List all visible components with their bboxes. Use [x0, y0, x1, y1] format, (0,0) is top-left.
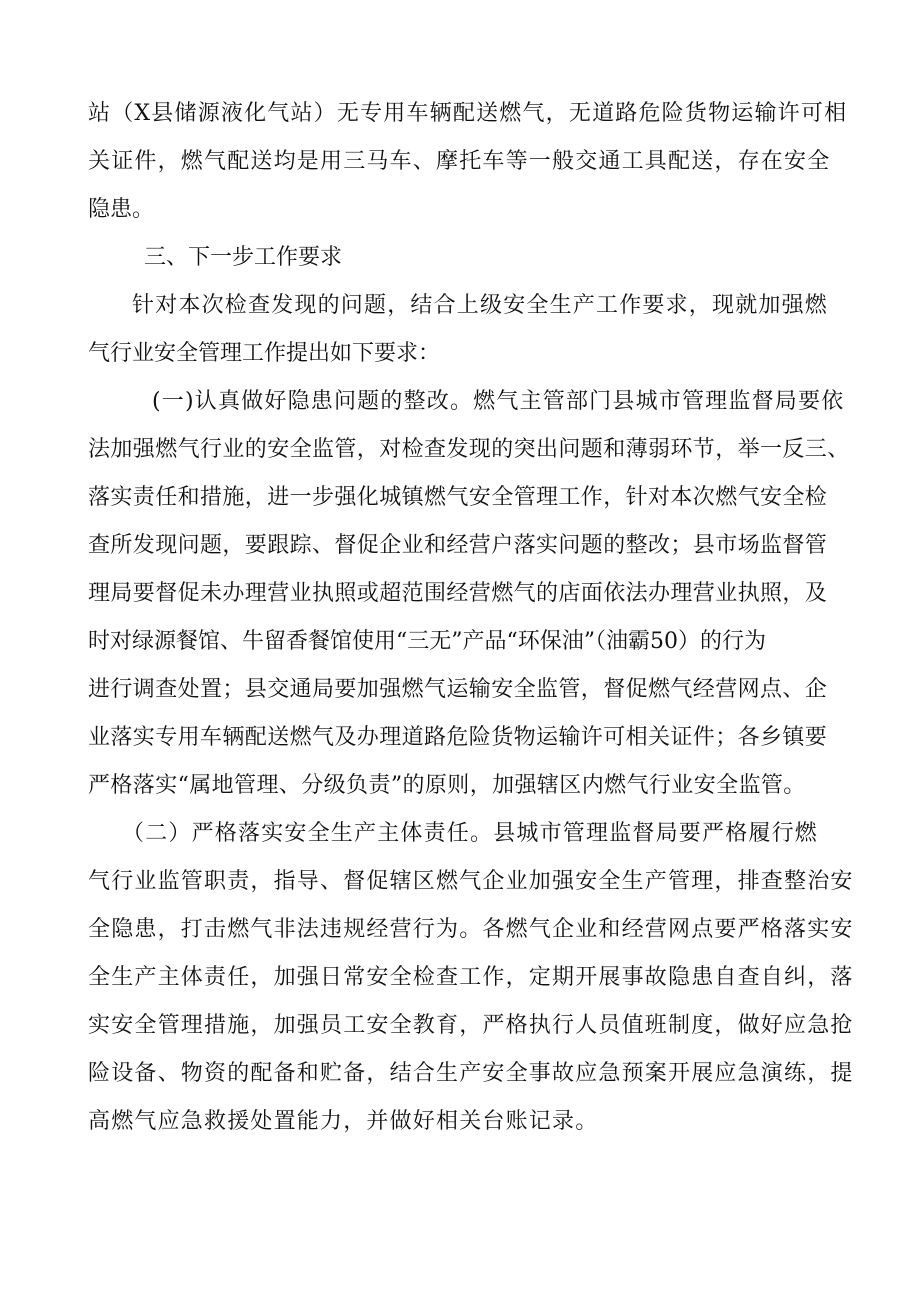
body-text-line: 理局要督促未办理营业执照或超范围经营燃气的店面依法办理营业执照，及: [88, 581, 828, 606]
body-text-line: 险设备、物资的配备和贮备，结合生产安全事故应急预案开展应急演练，提: [88, 1061, 854, 1086]
body-text-line: 全隐患，打击燃气非法违规经营行为。各燃气企业和经营网点要严格落实安: [88, 917, 854, 942]
body-text-line: 气行业监管职责，指导、督促辖区燃气企业加强安全生产管理，排查整治安: [88, 869, 854, 894]
body-text-line: 时对绿源餐馆、牛留香餐馆使用“三无”产品“环保油”（油霸50）的行为: [88, 629, 766, 654]
body-text-line: 高燃气应急救援处置能力，并做好相关台账记录。: [88, 1109, 599, 1134]
body-text-line: 落实责任和措施，进一步强化城镇燃气安全管理工作，针对本次燃气安全检: [88, 485, 828, 510]
body-text-line: 气行业安全管理工作提出如下要求：: [88, 341, 441, 366]
subsection-heading: (一)认真做好隐患问题的整改。燃气主管部门县城市管理监督局要依: [152, 389, 845, 414]
body-text-line: 隐患。: [88, 197, 155, 222]
body-text-line: 实安全管理措施，加强员工安全教育，严格执行人员值班制度，做好应急抢: [88, 1013, 854, 1038]
section-heading: 三、下一步工作要求: [144, 245, 343, 270]
body-text-line: 针对本次检查发现的问题，结合上级安全生产工作要求，现就加强燃: [132, 293, 829, 318]
body-text-line: 站（X县储源液化气站）无专用车辆配送燃气，无道路危险货物运输许可相: [88, 101, 848, 126]
body-text-line: 全生产主体责任，加强日常安全检查工作，定期开展事故隐患自查自纠，落: [88, 965, 854, 990]
subsection-heading: （二）严格落实安全生产主体责任。县城市管理监督局要严格履行燃: [122, 821, 819, 846]
body-text-line: 查所发现问题，要跟踪、督促企业和经营户落实问题的整改；县市场监督管: [88, 533, 828, 558]
body-text-line: 法加强燃气行业的安全监管，对检查发现的突出问题和薄弱环节，举一反三、: [88, 437, 850, 462]
body-text-line: 业落实专用车辆配送燃气及办理道路危险货物运输许可相关证件；各乡镇要: [88, 725, 828, 750]
body-text-line: 进行调查处置；县交通局要加强燃气运输安全监管，督促燃气经营网点、企: [88, 677, 828, 702]
body-text-line: 严格落实“属地管理、分级负责”的原则，加强辖区内燃气行业安全监管。: [88, 773, 806, 798]
body-text-line: 关证件，燃气配送均是用三马车、摩托车等一般交通工具配送，存在安全: [88, 149, 831, 174]
